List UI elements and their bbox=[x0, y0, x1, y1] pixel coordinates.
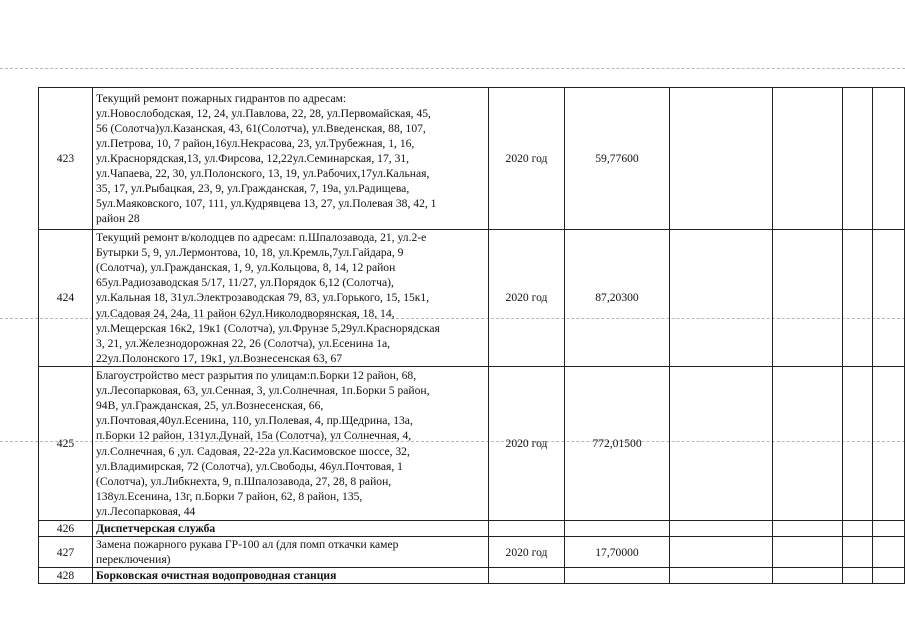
description-line: 56 (Солотча)ул.Казанская, 43, 61(Солотча), ул.Введенская, 88, 107, bbox=[96, 121, 426, 135]
row-amount bbox=[565, 521, 670, 537]
description-line: Борковская очистная водопроводная станция bbox=[96, 569, 337, 583]
empty-cell bbox=[843, 88, 873, 230]
row-year: 2020 год bbox=[489, 537, 565, 568]
empty-cell bbox=[670, 537, 773, 568]
empty-cell bbox=[843, 521, 873, 537]
table-row bbox=[39, 568, 905, 584]
description-line: ул.Краснорядская,13, ул.Фирсова, 12,22ул.Семинарская, 17, 31, bbox=[96, 151, 410, 165]
empty-cell bbox=[873, 537, 905, 568]
empty-cell bbox=[873, 230, 905, 367]
row-amount bbox=[565, 568, 670, 584]
description-line: Текущий ремонт пожарных гидрантов по адресам: bbox=[96, 91, 347, 105]
row-year bbox=[489, 568, 565, 584]
row-number: 427 bbox=[39, 537, 93, 568]
empty-cell bbox=[670, 568, 773, 584]
empty-cell bbox=[843, 230, 873, 367]
row-description bbox=[93, 568, 489, 584]
description-line: ул.Новослободская, 12, 24, ул.Павлова, 22, 28, ул.Первомайская, 45, bbox=[96, 106, 431, 120]
description-line: 3, 21, ул.Железнодорожная 22, 26 (Солотча), ул.Есенина 1а, bbox=[96, 336, 391, 350]
empty-cell bbox=[773, 230, 843, 367]
description-line: ул.Мещерская 16к2, 19к1 (Солотча), ул.Фрунзе 5,29ул.Краснорядская bbox=[96, 321, 440, 335]
row-number: 424 bbox=[39, 230, 93, 367]
description-line: (Солотча), ул.Гражданская, 1, 9, ул.Кольцова, 8, 14, 12 район bbox=[96, 261, 396, 275]
row-number: 423 bbox=[39, 88, 93, 230]
row-amount: 17,70000 bbox=[565, 537, 670, 568]
empty-cell bbox=[873, 568, 905, 584]
row-number: 428 bbox=[39, 568, 93, 584]
table-row bbox=[39, 230, 905, 367]
description-line: 138ул.Есенина, 13г, п.Борки 7 район, 62, 8 район, 135, bbox=[96, 489, 363, 503]
row-number: 425 bbox=[39, 367, 93, 521]
empty-cell bbox=[670, 367, 773, 521]
description-line: ул.Солнечная, 6 ,ул. Садовая, 22-22а ул.Касимовское шоссе, 32, bbox=[96, 444, 410, 458]
table-row bbox=[39, 88, 905, 230]
description-line: п.Борки 12 район, 131ул.Дунай, 15а (Солотча), ул Солнечная, 4, bbox=[96, 429, 412, 443]
row-amount: 59,77600 bbox=[565, 88, 670, 230]
description-line: ул.Владимирская, 72 (Солотча), ул.Свободы, 46ул.Почтовая, 1 bbox=[96, 459, 403, 473]
description-line: Замена пожарного рукава ГР-100 ал (для помп откачки камер bbox=[96, 538, 399, 552]
row-description bbox=[93, 230, 489, 367]
table-row bbox=[39, 367, 905, 521]
empty-cell bbox=[773, 367, 843, 521]
empty-cell bbox=[670, 230, 773, 367]
description-line: 65ул.Радиозаводская 5/17, 11/27, ул.Порядок 6,12 (Солотча), bbox=[96, 276, 394, 290]
empty-cell bbox=[843, 367, 873, 521]
empty-cell bbox=[773, 521, 843, 537]
description-line: переключения) bbox=[96, 553, 171, 567]
table-row bbox=[39, 537, 905, 568]
row-description bbox=[93, 521, 489, 537]
description-line: ул.Садовая 24, 24а, 11 район 62ул.Николодворянская, 18, 14, bbox=[96, 306, 395, 320]
empty-cell bbox=[773, 568, 843, 584]
description-line: Диспетчерская служба bbox=[96, 522, 216, 535]
row-year bbox=[489, 521, 565, 537]
empty-cell bbox=[873, 367, 905, 521]
description-line: Текущий ремонт в/колодцев по адресам: п.Шпалозавода, 21, ул.2-е bbox=[96, 231, 427, 245]
row-description bbox=[93, 367, 489, 521]
description-line: район 28 bbox=[96, 212, 140, 226]
row-description bbox=[93, 88, 489, 230]
description-line: ул.Почтовая,40ул.Есенина, 110, ул.Полевая, 4, пр.Щедрина, 13а, bbox=[96, 414, 413, 428]
empty-cell bbox=[773, 537, 843, 568]
description-line: 94В, ул.Гражданская, 25, ул.Вознесенская, 66, bbox=[96, 399, 324, 413]
description-line: 22ул.Полонского 17, 19к1, ул.Вознесенская 63, 67 bbox=[96, 351, 343, 365]
empty-cell bbox=[873, 88, 905, 230]
description-line: 5ул.Маяковского, 107, 111, ул.Кудрявцева 13, 27, ул.Полевая 38, 42, 1 bbox=[96, 197, 437, 211]
row-year: 2020 год bbox=[489, 88, 565, 230]
empty-cell bbox=[773, 88, 843, 230]
scan-artifact-line bbox=[0, 68, 905, 69]
empty-cell bbox=[873, 521, 905, 537]
description-line: Благоустройство мест разрытия по улицам:п.Борки 12 район, 68, bbox=[96, 369, 417, 383]
description-line: 35, 17, ул.Рыбацкая, 23, 9, ул.Гражданская, 7, 19а, ул.Радищева, bbox=[96, 182, 410, 196]
row-description bbox=[93, 537, 489, 568]
description-line: Бутырки 5, 9, ул.Лермонтова, 10, 18, ул.Кремль,7ул.Гайдара, 9 bbox=[96, 246, 404, 260]
row-number: 426 bbox=[39, 521, 93, 537]
row-amount: 772,01500 bbox=[565, 367, 670, 521]
description-line: ул.Петрова, 10, 7 район,16ул.Некрасова, 23, ул.Трубежная, 1, 16, bbox=[96, 136, 415, 150]
empty-cell bbox=[670, 521, 773, 537]
row-year: 2020 год bbox=[489, 367, 565, 521]
description-line: (Солотча), ул.Либкнехта, 9, п.Шпалозавода, 27, 28, 8 район, bbox=[96, 474, 392, 488]
empty-cell bbox=[670, 88, 773, 230]
empty-cell bbox=[843, 568, 873, 584]
row-amount: 87,20300 bbox=[565, 230, 670, 367]
table-row bbox=[39, 521, 905, 537]
description-line: ул.Чапаева, 22, 30, ул.Полонского, 13, 19, ул.Рабочих,17ул.Кальная, bbox=[96, 167, 430, 181]
empty-cell bbox=[843, 537, 873, 568]
description-line: ул.Лесопарковая, 63, ул.Сенная, 3, ул.Солнечная, 1п.Борки 5 район, bbox=[96, 384, 430, 398]
row-year: 2020 год bbox=[489, 230, 565, 367]
works-table bbox=[38, 87, 905, 584]
description-line: ул.Кальная 18, 31ул.Электрозаводская 79, 83, ул.Горького, 15, 15к1, bbox=[96, 291, 430, 305]
description-line: ул.Лесопарковая, 44 bbox=[96, 504, 196, 518]
